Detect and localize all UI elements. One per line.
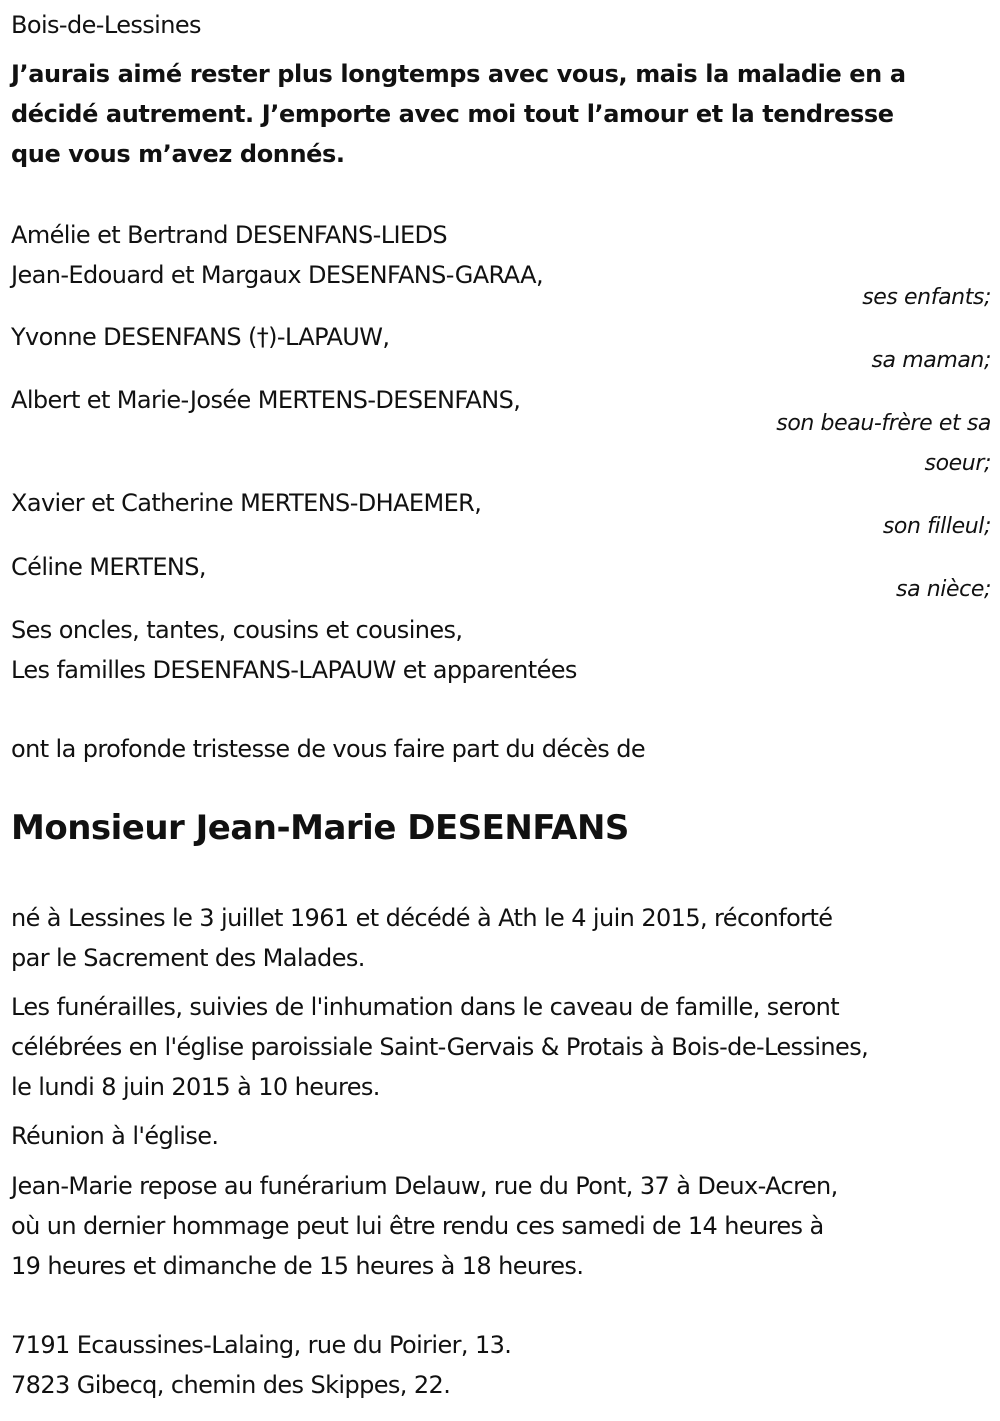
birth-death-paragraph (11, 898, 996, 978)
family-names: Albert et Marie-Josée MERTENS-DESENFANS, (11, 386, 521, 414)
paragraph-line: Les funérailles, suivies de l'inhumation dans le caveau de famille, seront (11, 993, 840, 1021)
place-heading: Bois-de-Lessines (11, 11, 201, 39)
quote-line: que vous m’avez donnés. (11, 140, 345, 168)
visitation-paragraph (11, 1166, 996, 1286)
funeral-paragraph (11, 987, 996, 1107)
family-names: Amélie et Bertrand DESENFANS-LIEDS (11, 221, 448, 249)
family-relation: ses enfants; (862, 285, 991, 310)
family-relation: son beau-frère et sa (776, 411, 991, 436)
family-names: Céline MERTENS, (11, 553, 206, 581)
meeting-paragraph: Réunion à l'église. (11, 1122, 219, 1150)
family-names: Jean-Edouard et Margaux DESENFANS-GARAA, (11, 261, 543, 289)
family-relation: sa nièce; (896, 577, 991, 602)
quote-line: J’aurais aimé rester plus longtemps avec vous, mais la maladie en a (11, 60, 906, 88)
family-relation: son filleul; (882, 514, 991, 539)
family-relation: sa maman; (871, 348, 991, 373)
paragraph-line: célébrées en l'église paroissiale Saint-Gervais & Protais à Bois-de-Lessines, (11, 1033, 869, 1061)
announcement-text: ont la profonde tristesse de vous faire part du décès de (11, 735, 646, 763)
family-names: Xavier et Catherine MERTENS-DHAEMER, (11, 489, 482, 517)
paragraph-line: Jean-Marie repose au funérarium Delauw, rue du Pont, 37 à Deux-Acren, (11, 1172, 838, 1200)
address-line: 7823 Gibecq, chemin des Skippes, 22. (11, 1371, 451, 1399)
paragraph-line: par le Sacrement des Malades. (11, 944, 365, 972)
family-names: Yvonne DESENFANS (†)-LAPAUW, (11, 323, 390, 351)
deceased-name: Monsieur Jean-Marie DESENFANS (11, 808, 629, 848)
quote-line: décidé autrement. J’emporte avec moi tout l’amour et la tendresse (11, 100, 894, 128)
address-list (11, 1325, 996, 1405)
paragraph-line: né à Lessines le 3 juillet 1961 et décédé à Ath le 4 juin 2015, réconforté (11, 904, 833, 932)
paragraph-line: le lundi 8 juin 2015 à 10 heures. (11, 1073, 380, 1101)
family-relation: soeur; (924, 451, 991, 476)
family-names: Les familles DESENFANS-LAPAUW et apparentées (11, 656, 577, 684)
family-names: Ses oncles, tantes, cousins et cousines, (11, 616, 463, 644)
address-line: 7191 Ecaussines-Lalaing, rue du Poirier, 13. (11, 1331, 512, 1359)
paragraph-line: où un dernier hommage peut lui être rendu ces samedi de 14 heures à (11, 1212, 824, 1240)
quote (11, 54, 981, 174)
paragraph-line: 19 heures et dimanche de 15 heures à 18 heures. (11, 1252, 584, 1280)
